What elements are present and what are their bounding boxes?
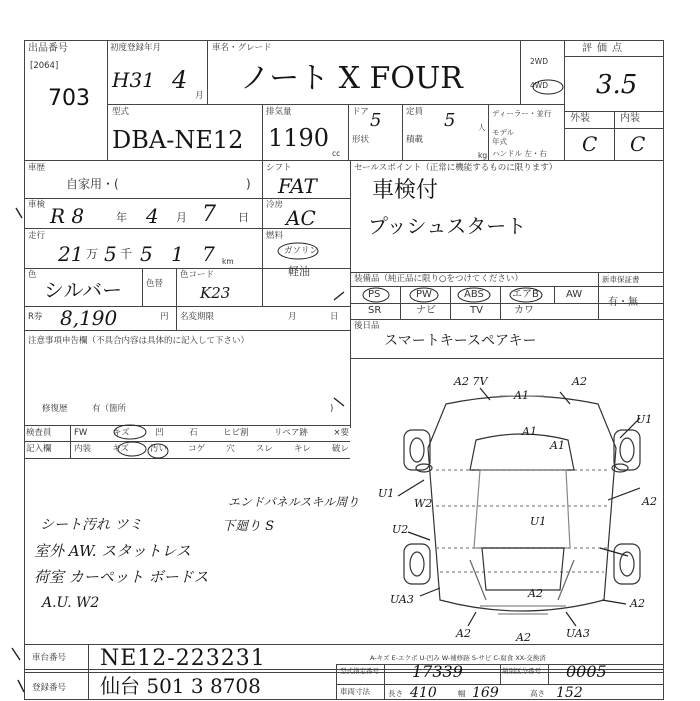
- man-unit: 万: [86, 247, 99, 261]
- length-value: 410: [410, 685, 437, 701]
- legend-scratch: キズ: [112, 428, 130, 438]
- disp-value: 1190: [268, 124, 330, 152]
- shift-label: シフト: [266, 163, 292, 173]
- inspection-month: 4: [146, 204, 159, 228]
- damage-mark: UA3: [390, 593, 414, 606]
- month-unit: 月: [195, 91, 204, 101]
- rating-value: 3.5: [596, 70, 638, 100]
- width-value: 169: [472, 685, 499, 701]
- legend-fw: FW: [74, 428, 88, 438]
- mileage-man: 21: [58, 242, 84, 266]
- after-value: スマートキースペアキー: [384, 333, 537, 349]
- damage-mark: A2: [528, 587, 543, 600]
- model-year-label: モデル年式: [492, 128, 515, 146]
- damage-mark: A1: [522, 425, 537, 438]
- interior-grade: C: [630, 132, 646, 156]
- legend-crack: ヒビ割: [223, 428, 249, 438]
- damage-mark: A2: [630, 597, 645, 610]
- legend-interior: 内装: [74, 444, 92, 454]
- damage-mark: A2: [516, 631, 531, 644]
- type-cert-label: 型式指定番号: [340, 667, 379, 675]
- ac-value: AC: [286, 206, 316, 230]
- doors-value: 5: [370, 110, 382, 131]
- persons-unit: 人: [478, 123, 486, 132]
- legend-wear: スレ: [255, 444, 273, 454]
- rating-label: 評価点: [582, 43, 627, 54]
- year-unit: 年: [116, 211, 127, 224]
- notes-label: 注意事項申告欄（不具合内容は具体的に記入して下さい）: [28, 336, 250, 346]
- first-reg-era: H31: [112, 68, 155, 92]
- color-code-label: 色コード: [180, 270, 215, 280]
- model-label: 型式: [112, 107, 130, 117]
- first-reg-label: 初度登録年月: [110, 43, 162, 53]
- mileage-rest: 5 1 7: [140, 242, 221, 266]
- damage-mark: U2: [392, 523, 409, 536]
- mileage-sen: 5: [104, 242, 117, 266]
- chassis-label: 車台番号: [32, 653, 67, 663]
- damage-mark: U1: [530, 515, 547, 528]
- tax-month: 月: [288, 312, 297, 322]
- name-grade-label: 車名・グレード: [212, 43, 272, 53]
- note-left-1: シート汚れ ツミ: [40, 517, 143, 533]
- repair-value: 有（箇所: [92, 404, 127, 414]
- inspection-label: 車検: [28, 200, 46, 210]
- color-value: シルバー: [44, 278, 123, 302]
- disp-label: 排気量: [266, 107, 292, 117]
- model-value: DBA-NE12: [112, 126, 244, 154]
- after-label: 後日品: [354, 321, 380, 331]
- height-label: 高さ: [530, 689, 545, 698]
- shape-label: 形状: [352, 135, 370, 145]
- shift-value: FAT: [278, 174, 317, 198]
- damage-mark: W2: [414, 497, 433, 510]
- warranty-value: 有・無: [608, 297, 638, 308]
- first-reg-month: 4: [172, 66, 188, 94]
- damage-mark: U1: [636, 413, 653, 426]
- equipment-label: 装備品（純正品に限り○をつけてください）: [354, 274, 523, 284]
- inspector-label: 検査員: [26, 428, 52, 438]
- color-change-label: 色替: [146, 279, 164, 289]
- lot-label: 出品番号: [28, 43, 68, 54]
- legend-repair: リペア跡: [274, 428, 308, 438]
- sales-point-2: プッシュスタート: [368, 214, 527, 238]
- note-right-1: エンドパネルスキル周り: [228, 495, 360, 509]
- exterior-grade: C: [582, 132, 598, 156]
- yen-unit: 円: [160, 312, 169, 322]
- legend-tear: 破レ: [331, 444, 349, 454]
- drive-2wd: 2WD: [530, 57, 548, 66]
- entry-label: 記入欄: [26, 444, 52, 454]
- kg-unit: kg: [478, 151, 488, 160]
- mileage-label: 走行: [28, 231, 46, 241]
- class-value: 0005: [566, 662, 607, 681]
- equip-ps: PS: [368, 289, 381, 300]
- equip-airbag: エアB: [512, 289, 539, 300]
- lot-number: 703: [48, 86, 90, 111]
- equip-aw: AW: [566, 289, 583, 300]
- dims-label: 車両寸法: [340, 687, 370, 696]
- recycle-amount: 8,190: [60, 306, 118, 330]
- fuel-label: 燃料: [266, 231, 284, 241]
- doors-label: ドア: [352, 107, 369, 117]
- damage-mark: A1: [514, 389, 529, 402]
- damage-mark: U1: [378, 487, 395, 500]
- equip-navi: ナビ: [416, 305, 436, 316]
- inspection-day: 7: [202, 202, 216, 227]
- class-label: 類別区分番号: [502, 667, 541, 675]
- recycle-label: R券: [28, 312, 43, 322]
- damage-mark: A2: [572, 375, 587, 388]
- month-unit: 月: [176, 211, 187, 224]
- note-left-4: A.U. W2: [42, 595, 100, 611]
- km-unit: km: [222, 257, 234, 266]
- legend-dirty: 汚い: [150, 444, 168, 454]
- inspection-era: R 8: [50, 204, 85, 228]
- legend-need: ×要: [333, 428, 349, 438]
- exterior-label: 外装: [570, 113, 590, 124]
- color-label: 色: [28, 270, 37, 280]
- seats-label: 定員: [406, 107, 424, 117]
- day-unit: 日: [238, 211, 249, 224]
- reg-value: 仙台 501 3 8708: [100, 674, 261, 698]
- ac-label: 冷房: [266, 200, 284, 210]
- lot-code: [2064]: [30, 61, 59, 71]
- dealer-label: ディーラー・並行: [492, 109, 552, 118]
- interior-label: 内装: [620, 113, 640, 124]
- height-value: 152: [556, 685, 583, 701]
- sales-point-1: 車検付: [372, 178, 439, 203]
- damage-mark: A1: [550, 439, 565, 452]
- equip-tv: TV: [470, 305, 483, 316]
- drive-4wd: 4WD: [530, 81, 548, 90]
- use-close: ): [246, 177, 251, 191]
- legend-stone: 石: [189, 428, 198, 438]
- name-grade-value: ノート X FOUR: [240, 61, 463, 96]
- seats-value: 5: [444, 110, 456, 131]
- equip-abs: ABS: [464, 289, 484, 300]
- sen-unit: 千: [120, 247, 133, 261]
- reg-label: 登録番号: [32, 683, 67, 693]
- note-left-3: 荷室 カーペット ボードス: [34, 568, 209, 586]
- length-label: 長さ: [388, 689, 403, 698]
- legend-hole: 穴: [226, 444, 235, 454]
- note-right-2: 下廻り S: [222, 519, 275, 534]
- fuel-diesel: 軽油: [288, 265, 310, 278]
- damage-mark: UA3: [566, 627, 590, 640]
- chassis-value: NE12-223231: [100, 646, 266, 671]
- use-label: 車歴: [28, 163, 46, 173]
- repair-label: 修復歴: [42, 404, 68, 414]
- damage-mark: A2: [642, 495, 657, 508]
- load-label: 積載: [406, 135, 424, 145]
- fuel-gasoline: ガソリン: [284, 246, 319, 256]
- note-left-2: 室外 AW. スタットレス: [34, 542, 191, 560]
- handle-label: ハンドル 左・右: [492, 149, 547, 158]
- damage-mark: A2: [456, 627, 471, 640]
- tax-label: 名変期限: [180, 312, 215, 322]
- type-cert-value: 17339: [412, 662, 463, 681]
- damage-legend: A-キズ E-エクボ U-凹み W-補修跡 S-サビ C-腐食 XX-交換済: [370, 654, 546, 662]
- repair-close: ): [330, 404, 334, 414]
- legend-dent: 凹: [155, 428, 164, 438]
- legend-burn: コゲ: [188, 444, 206, 454]
- tax-day: 日: [330, 312, 339, 322]
- equip-leather: カワ: [514, 305, 534, 316]
- equip-sr: SR: [368, 305, 382, 316]
- damage-mark: A2 7V: [454, 375, 488, 388]
- use-value: 自家用・(: [66, 177, 119, 191]
- sales-points-label: セールスポイント（正常に機能するものに限ります）: [354, 163, 558, 173]
- legend-cut: キレ: [293, 444, 311, 454]
- equip-pw: PW: [416, 289, 432, 300]
- legend-scratch: キズ: [112, 444, 129, 454]
- new-car-label: 新車保証書: [602, 275, 640, 284]
- cc-unit: cc: [332, 149, 341, 158]
- color-code-value: K23: [200, 284, 231, 302]
- width-label: 幅: [458, 689, 466, 698]
